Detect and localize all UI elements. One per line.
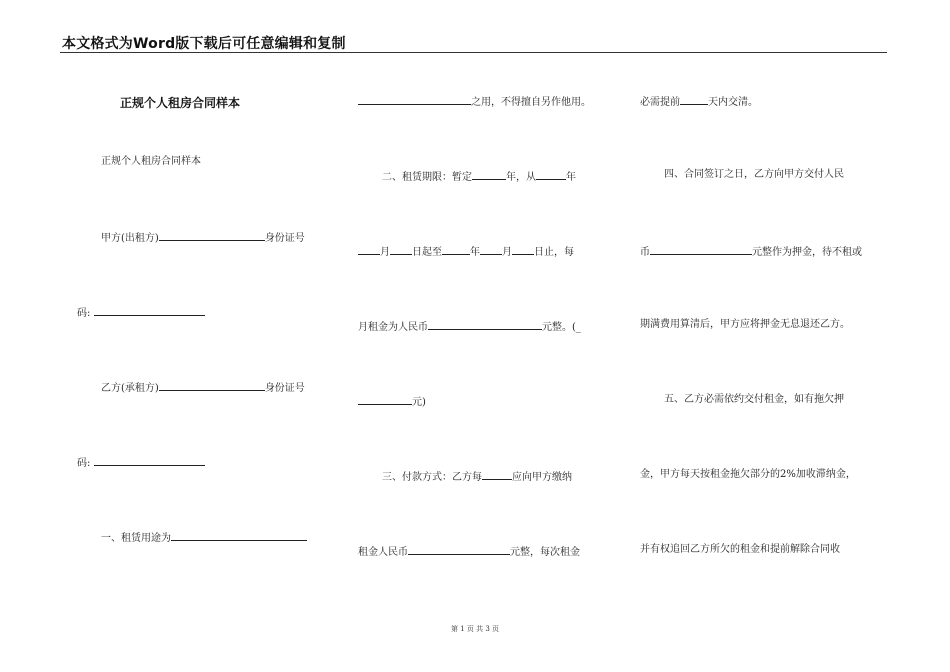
deposit-return-text: 期满费用算清后，甲方应将押金无息退还乙方。 <box>640 319 850 330</box>
col3-line1 <box>640 94 758 109</box>
code-b-blank[interactable] <box>94 455 205 466</box>
late-payment-clause: 五、乙方必需依约交付租金，如有拖欠押 <box>664 394 844 405</box>
col2-line2 <box>382 169 576 184</box>
year-text: 年 <box>566 172 576 183</box>
party-b-line <box>101 380 305 395</box>
rent-amount-label: 租金人民币 <box>358 547 408 558</box>
rent-amount-suffix: 元整，每次租金 <box>510 547 580 558</box>
end-year-blank[interactable] <box>442 244 470 255</box>
col3-line7 <box>640 544 840 556</box>
usage-continued-blank[interactable] <box>358 94 471 105</box>
rent-amount-blank[interactable] <box>408 544 510 555</box>
page-footer: 第 1 页 共 3 页 <box>450 625 500 633</box>
col2-line7 <box>358 544 580 559</box>
col3-line5 <box>664 394 844 406</box>
party-b-label: 乙方(承租方) <box>101 383 159 394</box>
year-from-text: 年，从 <box>506 172 536 183</box>
code-b-line <box>77 455 205 470</box>
payment-method-label: 三、付款方式：乙方每 <box>382 472 482 483</box>
rent-words-suffix: 元) <box>412 397 426 408</box>
col2-line4 <box>358 319 581 334</box>
clause1-line <box>101 530 307 545</box>
subtitle-text: 正规个人租房合同样本 <box>101 156 201 167</box>
term-years-blank[interactable] <box>472 169 506 180</box>
party-a-line <box>101 230 305 245</box>
col2-line5 <box>358 394 426 409</box>
advance-days-blank[interactable] <box>680 94 708 105</box>
party-a-blank[interactable] <box>159 230 265 241</box>
start-to-text: 日起至 <box>412 247 442 258</box>
party-a-label: 甲方(出租方) <box>101 233 159 244</box>
col2-line3 <box>358 244 574 259</box>
start-month-blank[interactable] <box>358 244 380 255</box>
lease-term-label: 二、租赁期限：暂定 <box>382 172 472 183</box>
end-month-text: 月 <box>502 247 512 258</box>
id-label-b: 身份证号 <box>264 383 305 394</box>
code-a-line <box>77 305 205 320</box>
code-b-label: 码: <box>77 458 91 469</box>
header-title: 本文格式为Word版下载后可任意编辑和复制 <box>62 36 346 52</box>
end-day-blank[interactable] <box>512 244 534 255</box>
rent-words-blank[interactable] <box>358 394 412 405</box>
month-text: 月 <box>380 247 390 258</box>
payment-period-blank[interactable] <box>482 469 512 480</box>
header-divider <box>60 52 887 53</box>
currency-text: 币 <box>640 247 650 258</box>
deposit-clause-text: 四、合同签订之日，乙方向甲方交付人民 <box>664 169 844 180</box>
days-text: 天内交清。 <box>708 97 758 108</box>
deposit-amount-blank[interactable] <box>650 244 752 255</box>
monthly-rent-blank[interactable] <box>428 319 542 330</box>
late-fee-text: 金，甲方每天按租金拖欠部分的2%加收滞纳金， <box>640 469 856 480</box>
termination-text: 并有权追回乙方所欠的租金和提前解除合同收 <box>640 544 840 555</box>
code-a-label: 码: <box>77 308 91 319</box>
start-year-blank[interactable] <box>536 169 566 180</box>
col3-line4 <box>640 319 850 331</box>
deposit-suffix: 元整作为押金，待不租或 <box>752 247 862 258</box>
id-label-a: 身份证号 <box>264 233 305 244</box>
col3-line6 <box>640 469 856 481</box>
advance-text: 必需提前 <box>640 97 680 108</box>
col2-line1 <box>358 94 591 109</box>
start-day-blank[interactable] <box>390 244 412 255</box>
end-text: 日止，每 <box>534 247 574 258</box>
usage-blank[interactable] <box>171 530 307 541</box>
col3-line2 <box>664 169 844 181</box>
end-year-text: 年 <box>470 247 480 258</box>
monthly-rent-suffix: 元整。(_ <box>542 322 581 333</box>
party-b-blank[interactable] <box>159 380 265 391</box>
monthly-rent-label: 月租金为人民币 <box>358 322 428 333</box>
document-title: 正规个人租房合同样本 <box>120 96 241 110</box>
payment-method-text: 应向甲方缴纳 <box>512 472 572 483</box>
code-a-blank[interactable] <box>94 305 205 316</box>
col2-line1-text: 之用，不得擅自另作他用。 <box>471 97 591 108</box>
end-month-blank[interactable] <box>480 244 502 255</box>
clause1-label: 一、租赁用途为 <box>101 533 171 544</box>
col2-line6 <box>382 469 572 484</box>
col1-subtitle <box>101 156 201 168</box>
col3-line3 <box>640 244 862 259</box>
